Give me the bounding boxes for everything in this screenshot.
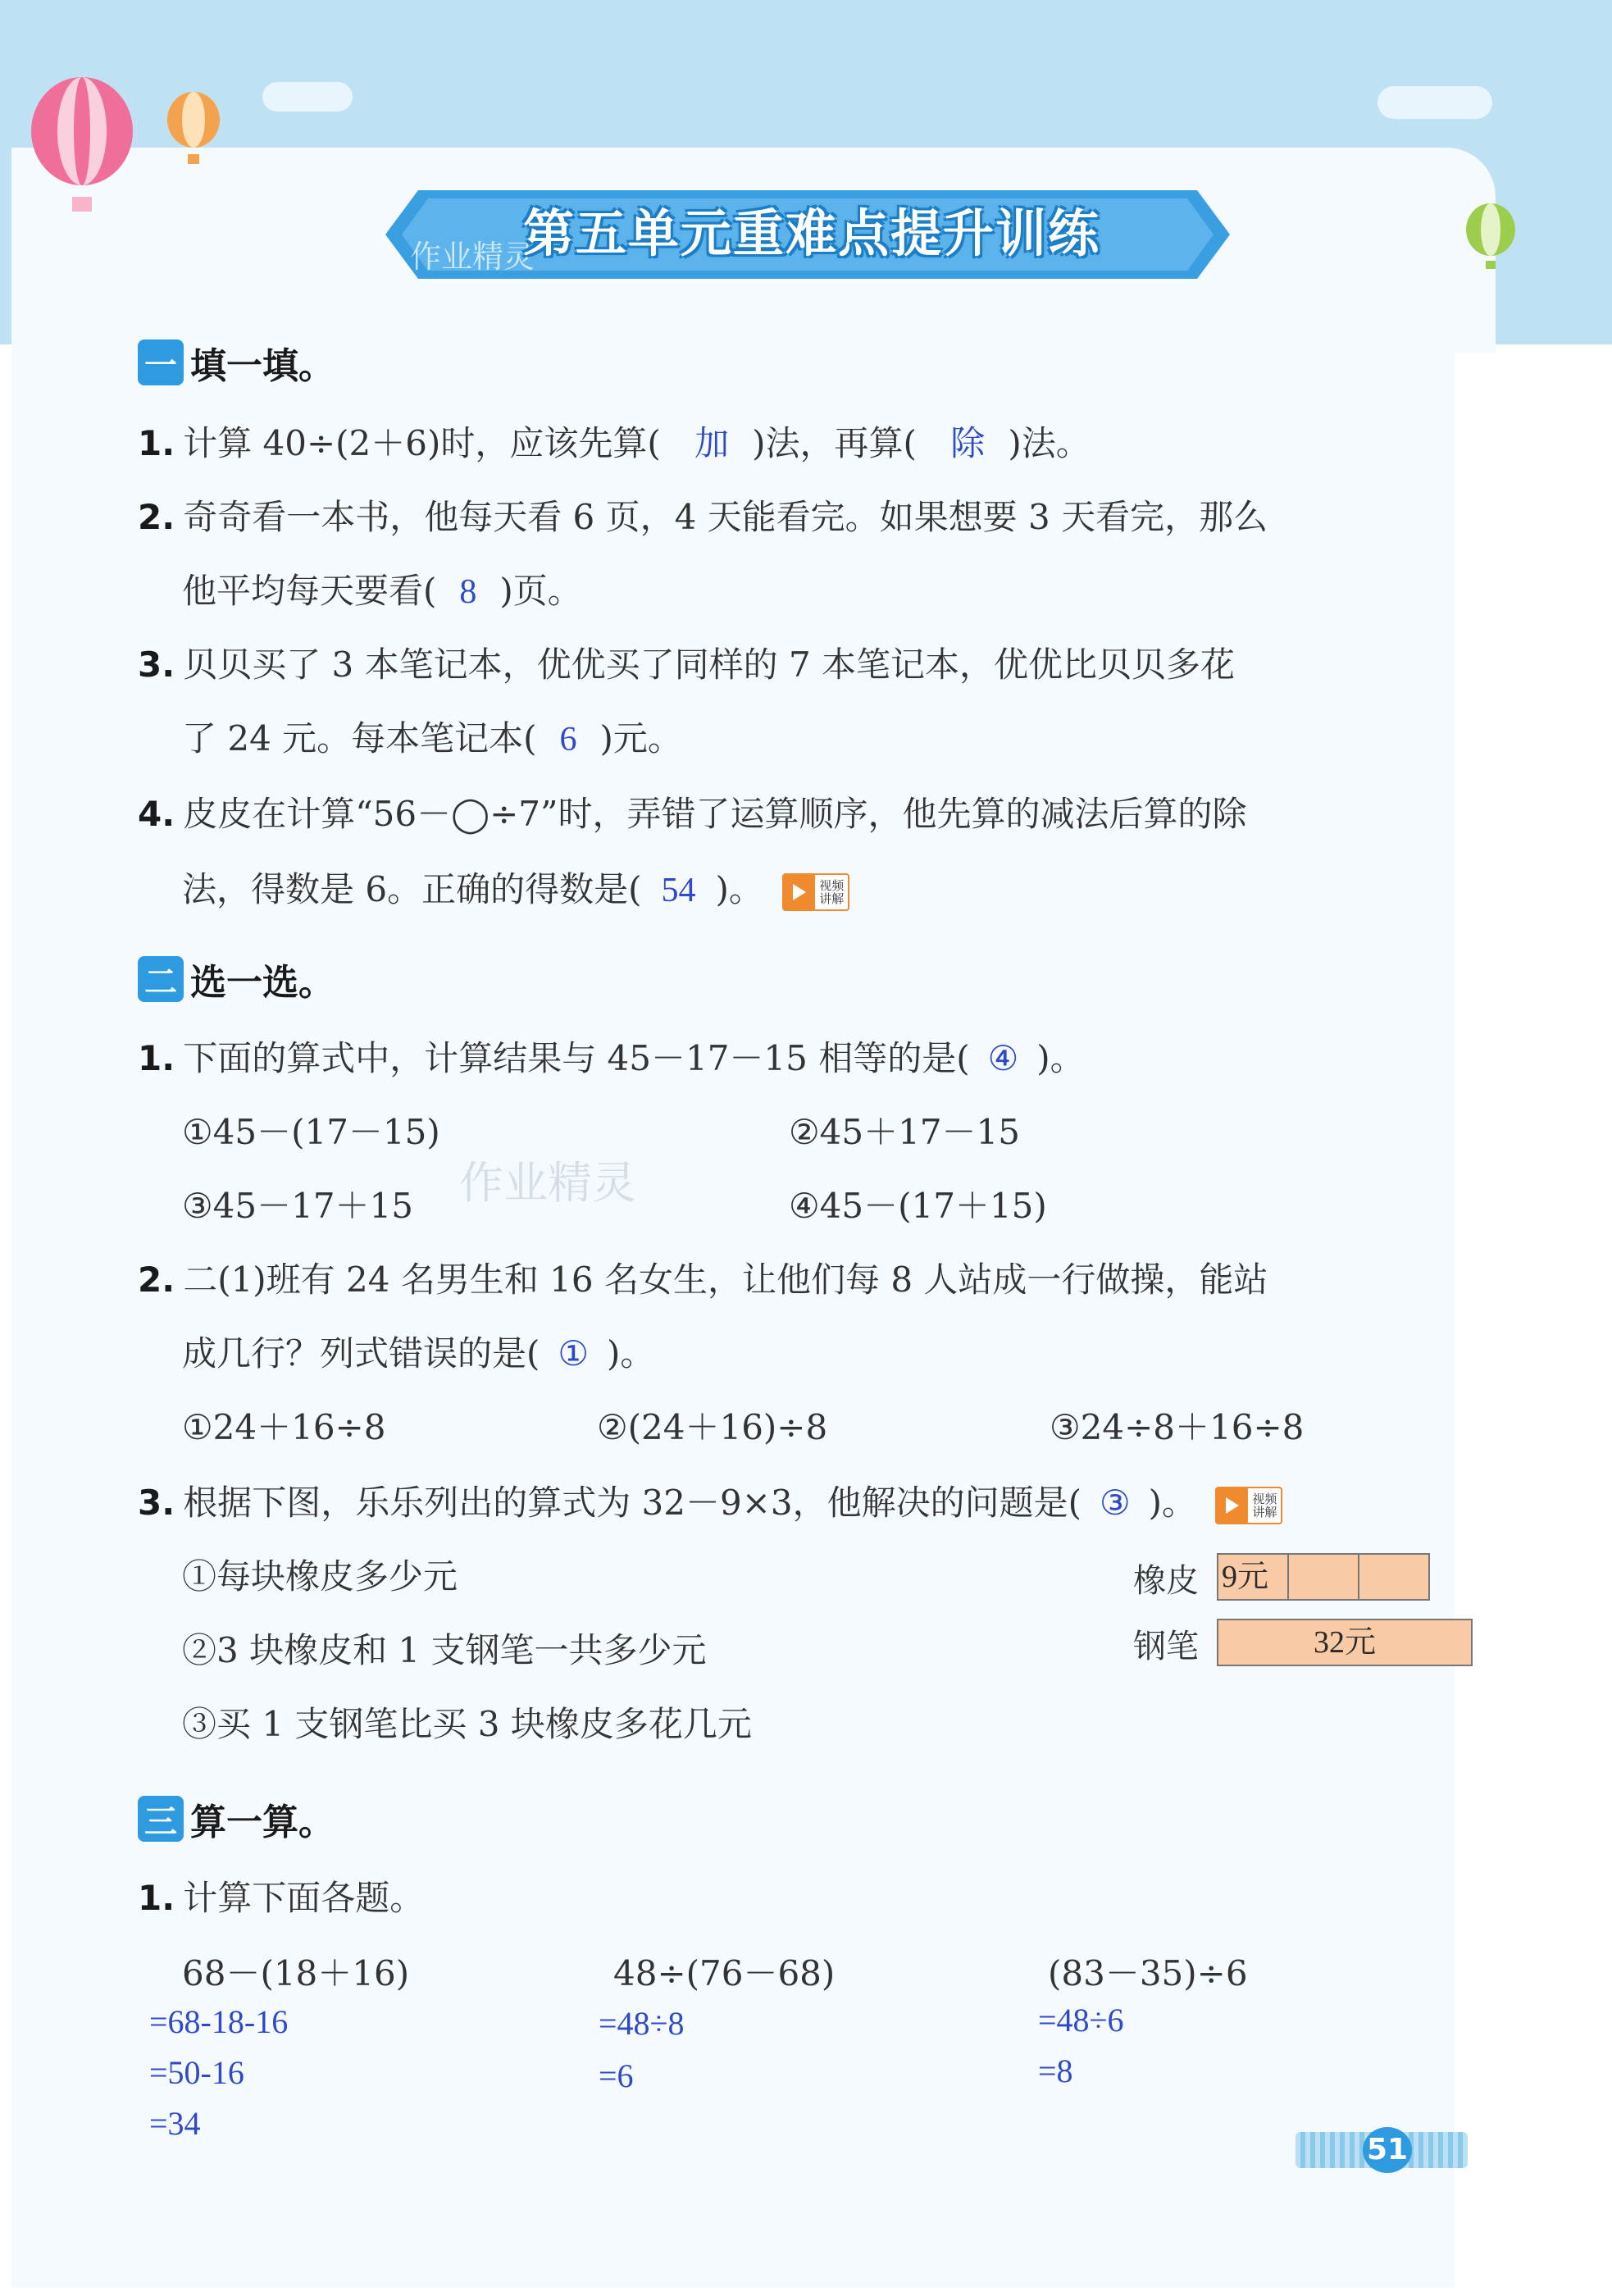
work-step: =6 — [599, 2057, 634, 2094]
balloon-icon — [162, 90, 228, 172]
page-number: 51 — [1363, 2127, 1412, 2173]
pen-label: 钢笔 — [1133, 1628, 1199, 1665]
option: ①45－(17－15) — [182, 1112, 440, 1152]
question-number: 1. — [138, 423, 175, 463]
option: ①24＋16÷8 — [182, 1407, 386, 1447]
video-label: 讲解 — [1252, 1505, 1277, 1519]
work-step: =8 — [1038, 2052, 1073, 2089]
work-step: =48÷8 — [599, 2005, 685, 2042]
question-1-4-cont — [182, 863, 849, 912]
option: ②45＋17－15 — [789, 1112, 1020, 1152]
question-text: )。 — [1148, 1483, 1197, 1523]
question-number: 4. — [138, 794, 175, 834]
question-text: )。 — [1036, 1038, 1085, 1078]
question-2-3 — [138, 1476, 1282, 1525]
play-icon — [1217, 1488, 1248, 1523]
option: ②(24＋16)÷8 — [597, 1407, 828, 1447]
eraser-bar — [1287, 1553, 1359, 1601]
expression: (83－35)÷6 — [1048, 1953, 1248, 1993]
question-1-2 — [138, 490, 1268, 540]
option: ③45－17＋15 — [182, 1186, 413, 1226]
answer: ① — [558, 1336, 590, 1374]
video-explain-button[interactable] — [1215, 1487, 1282, 1524]
answer: 6 — [559, 721, 577, 758]
expression: 68－(18＋16) — [182, 1953, 410, 1993]
question-1-2-cont — [182, 564, 582, 613]
play-icon — [784, 875, 815, 909]
question-text: )。 — [607, 1333, 655, 1374]
question-3-1 — [138, 1871, 424, 1920]
option: ①每块橡皮多少元 — [182, 1556, 458, 1597]
answer: ④ — [987, 1041, 1019, 1078]
question-text: 皮皮在计算“56－◯÷7”时，弄错了运算顺序，他先算的减法后算的除 — [183, 794, 1247, 834]
question-1-3-cont — [182, 712, 682, 761]
video-explain-button[interactable] — [782, 873, 849, 911]
question-text: )法，再算( — [752, 423, 917, 463]
question-text: 下面的算式中，计算结果与 45－17－15 相等的是( — [183, 1038, 970, 1078]
question-text: 成几行？列式错误的是( — [182, 1333, 540, 1374]
answer: 54 — [661, 872, 696, 909]
question-number: 3. — [138, 1483, 175, 1523]
question-1-3 — [138, 638, 1235, 687]
option: ③24÷8＋16÷8 — [1050, 1407, 1305, 1447]
question-text: 二(1)班有 24 名男生和 16 名女生，让他们每 8 人站成一行做操，能站 — [183, 1260, 1268, 1300]
section-badge: 三 — [138, 1796, 184, 1842]
answer: ③ — [1100, 1485, 1131, 1523]
question-text: 法，得数是 6。正确的得数是( — [182, 869, 642, 909]
question-text: 他平均每天要看( — [182, 571, 437, 611]
answer: 加 — [694, 426, 730, 463]
question-number: 2. — [138, 1260, 175, 1300]
question-2-2 — [138, 1253, 1268, 1302]
page-title: 第五单元重难点提升训练 — [522, 203, 1100, 263]
eraser-label: 橡皮 — [1133, 1562, 1199, 1600]
question-text: 了 24 元。每本笔记本( — [182, 718, 537, 758]
pen-value: 32元 — [1313, 1625, 1376, 1660]
watermark: 作业精灵 — [459, 1157, 636, 1209]
eraser-bar — [1358, 1553, 1430, 1601]
question-number: 3. — [138, 645, 175, 685]
balloon-icon — [25, 74, 148, 221]
cloud — [1377, 86, 1492, 119]
section-badge: 二 — [138, 956, 184, 1002]
section-heading-choose — [138, 954, 335, 1004]
section-title: 算一算。 — [190, 1802, 335, 1843]
answer: 8 — [459, 573, 477, 611]
question-text: 计算下面各题。 — [183, 1878, 425, 1918]
question-text: 计算 40÷(2＋6)时，应该先算( — [183, 423, 661, 463]
pen-bar — [1217, 1619, 1473, 1666]
video-label: 讲解 — [819, 891, 845, 906]
eraser-value: 9元 — [1222, 1560, 1269, 1594]
question-2-2-cont — [182, 1327, 654, 1376]
watermark: 作业精灵 — [410, 239, 535, 275]
question-number: 1. — [138, 1038, 175, 1078]
section-heading-compute — [138, 1794, 335, 1843]
section-title: 填一填。 — [190, 345, 335, 387]
option: ②3 块橡皮和 1 支钢笔一共多少元 — [182, 1630, 707, 1670]
question-text: )。 — [715, 869, 763, 909]
video-label: 视频 — [1252, 1492, 1277, 1506]
question-text: 根据下图，乐乐列出的算式为 32－9×3，他解决的问题是( — [183, 1483, 1082, 1523]
question-text: )元。 — [599, 718, 682, 758]
option: ③买 1 支钢笔比买 3 块橡皮多花几元 — [182, 1704, 752, 1744]
work-step: =50-16 — [149, 2054, 244, 2091]
work-step: =68-18-16 — [149, 2003, 289, 2040]
expression: 48÷(76－68) — [613, 1953, 836, 1993]
question-1-4 — [138, 787, 1247, 836]
answer: 除 — [950, 426, 986, 463]
question-text: )页。 — [499, 571, 582, 611]
question-text: 奇奇看一本书，他每天看 6 页，4 天能看完。如果想要 3 天看完，那么 — [183, 497, 1268, 537]
question-text: )法。 — [1008, 423, 1091, 463]
section-title: 选一选。 — [190, 962, 335, 1004]
section-heading-fill — [138, 338, 335, 387]
eraser-bar — [1217, 1553, 1289, 1601]
balloon-icon — [1463, 203, 1520, 277]
work-step: =48÷6 — [1038, 2002, 1124, 2039]
video-label: 视频 — [819, 878, 845, 893]
cloud — [262, 82, 353, 112]
question-2-1 — [138, 1032, 1085, 1081]
question-text: 贝贝买了 3 本笔记本，优优买了同样的 7 本笔记本，优优比贝贝多花 — [183, 645, 1236, 685]
option: ④45－(17＋15) — [789, 1186, 1047, 1226]
question-number: 2. — [138, 497, 175, 537]
question-1-1 — [138, 417, 1091, 466]
work-step: =34 — [149, 2105, 201, 2142]
question-number: 1. — [138, 1878, 175, 1918]
section-badge: 一 — [138, 339, 184, 385]
